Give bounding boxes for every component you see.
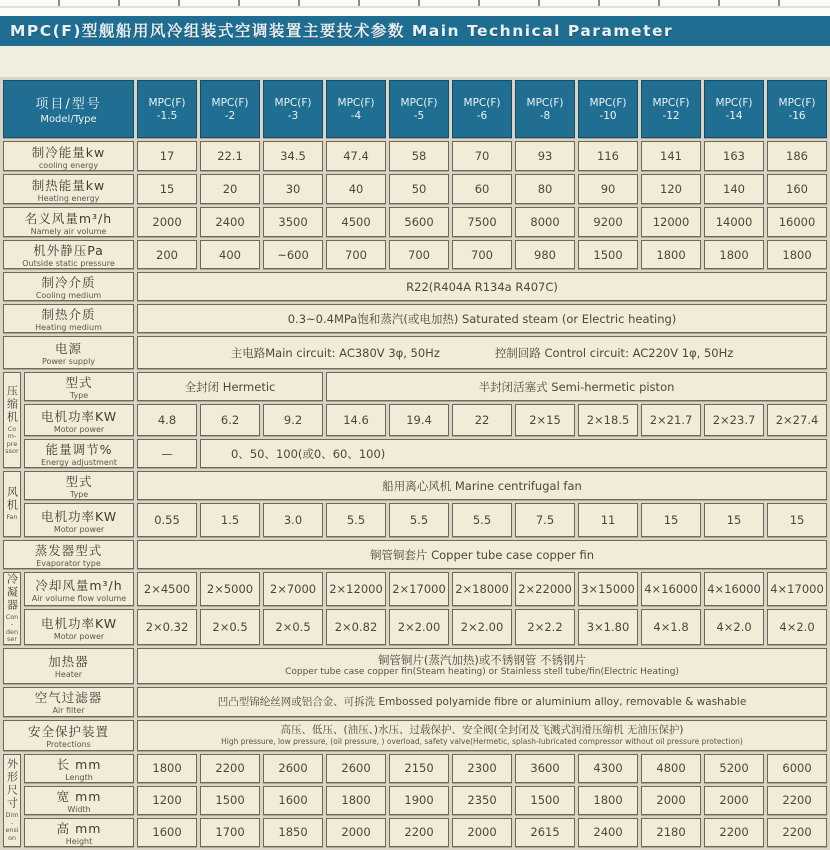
value-cell: 1600 bbox=[137, 818, 197, 847]
value-cell: 3600 bbox=[515, 754, 575, 783]
value-cell: 2200 bbox=[767, 818, 827, 847]
row-cooling-medium bbox=[3, 272, 827, 301]
value-cell: 34.5 bbox=[263, 141, 323, 171]
value-cell: 22 bbox=[452, 404, 512, 436]
value-cell: 1500 bbox=[515, 786, 575, 815]
value-cell: 1800 bbox=[326, 786, 386, 815]
row-energy-adjustment bbox=[3, 439, 827, 468]
value-cell: 93 bbox=[515, 141, 575, 171]
value-cell: 2000 bbox=[137, 207, 197, 237]
value-cell: 0.55 bbox=[137, 503, 197, 537]
value-cell: 1800 bbox=[641, 240, 701, 269]
row-protections bbox=[3, 720, 827, 751]
value-cell: 4300 bbox=[578, 754, 638, 783]
model-header: MPC(F) -14 bbox=[704, 80, 764, 138]
value-cell: 0.3~0.4MPa饱和蒸汽(或电加热) Saturated steam (or Electric heating) bbox=[137, 304, 827, 333]
model-header: MPC(F) -2 bbox=[200, 80, 260, 138]
value-cell: 2×0.5 bbox=[263, 609, 323, 645]
model-header: MPC(F) -10 bbox=[578, 80, 638, 138]
value-cell: 3.0 bbox=[263, 503, 323, 537]
value-cell: 4×16000 bbox=[704, 572, 764, 606]
row-label: 宽 mm Width bbox=[24, 786, 134, 815]
row-label: 型式 Type bbox=[24, 372, 134, 401]
value-cell: 2400 bbox=[578, 818, 638, 847]
value-cell: 15 bbox=[137, 174, 197, 204]
value-cell: 5200 bbox=[704, 754, 764, 783]
value-cell: 120 bbox=[641, 174, 701, 204]
value-cell: 700 bbox=[389, 240, 449, 269]
model-header: MPC(F) -16 bbox=[767, 80, 827, 138]
value-cell: 2×2.2 bbox=[515, 609, 575, 645]
cropped-table-remnant bbox=[0, 0, 830, 8]
corner-zh: 项目/型号 bbox=[35, 97, 102, 112]
value-cell: 20 bbox=[200, 174, 260, 204]
value-cell: 4×1.8 bbox=[641, 609, 701, 645]
row-label: 空气过滤器 Air filter bbox=[3, 687, 134, 717]
value-cell: 5600 bbox=[389, 207, 449, 237]
value-cell: 2200 bbox=[200, 754, 260, 783]
value-cell: 1600 bbox=[263, 786, 323, 815]
model-header: MPC(F) -4 bbox=[326, 80, 386, 138]
value-cell: 1800 bbox=[578, 786, 638, 815]
value-cell: 9200 bbox=[578, 207, 638, 237]
value-cell: 2000 bbox=[641, 786, 701, 815]
row-condenser-motor bbox=[3, 609, 827, 645]
value-cell: 3×15000 bbox=[578, 572, 638, 606]
value-cell: 半封闭活塞式 Semi-hermetic piston bbox=[326, 372, 827, 401]
value-cell: 9.2 bbox=[263, 404, 323, 436]
row-label: 冷却风量m³/h Air volume flow volume bbox=[24, 572, 134, 606]
value-cell: 2×0.32 bbox=[137, 609, 197, 645]
value-cell: 15 bbox=[767, 503, 827, 537]
row-label: 名义风量m³/h Namely air volume bbox=[3, 207, 134, 237]
row-label: 高 mm Height bbox=[24, 818, 134, 847]
value-cell: 4×17000 bbox=[767, 572, 827, 606]
value-cell: 22.1 bbox=[200, 141, 260, 171]
value-cell: 1800 bbox=[704, 240, 764, 269]
value-cell: 2×5000 bbox=[200, 572, 260, 606]
value-cell: 7500 bbox=[452, 207, 512, 237]
value-cell: 160 bbox=[767, 174, 827, 204]
row-power-supply bbox=[3, 336, 827, 369]
value-cell: 15 bbox=[704, 503, 764, 537]
value-cell: 3×1.80 bbox=[578, 609, 638, 645]
value-cell: ~600 bbox=[263, 240, 323, 269]
value-cell: 4.8 bbox=[137, 404, 197, 436]
value-cell: 2200 bbox=[767, 786, 827, 815]
model-header: MPC(F) -12 bbox=[641, 80, 701, 138]
model-header: MPC(F) -8 bbox=[515, 80, 575, 138]
group-dimension: 外形尺寸 Dim-ension bbox=[3, 754, 21, 847]
header-row bbox=[3, 80, 827, 138]
row-fan-motor bbox=[3, 503, 827, 537]
value-cell: 58 bbox=[389, 141, 449, 171]
row-label: 电机功率KW Motor power bbox=[24, 609, 134, 645]
value-cell: 4×2.0 bbox=[767, 609, 827, 645]
value-cell: 2×15 bbox=[515, 404, 575, 436]
row-label: 电机功率KW Motor power bbox=[24, 503, 134, 537]
value-cell: 2600 bbox=[263, 754, 323, 783]
value-cell: 90 bbox=[578, 174, 638, 204]
value-cell: 2600 bbox=[326, 754, 386, 783]
value-cell: 2×2.00 bbox=[452, 609, 512, 645]
value-cell: 高压、低压、(油压、)水压、过载保护、安全阀(全封闭及飞溅式润滑压缩机 无油压保护) High pressure, low pressure, (oil pressure, ) overload, safety valve(Hermetic, splash-lubricated compressor without oil pressure protection) bbox=[137, 720, 827, 751]
value-cell: 4500 bbox=[326, 207, 386, 237]
model-header: MPC(F) -1.5 bbox=[137, 80, 197, 138]
value-cell: 2180 bbox=[641, 818, 701, 847]
value-cell: 5.5 bbox=[389, 503, 449, 537]
row-label: 电机功率KW Motor power bbox=[24, 404, 134, 436]
row-label: 蒸发器型式 Evaporator type bbox=[3, 540, 134, 569]
value-cell: 1900 bbox=[389, 786, 449, 815]
value-cell: 4800 bbox=[641, 754, 701, 783]
value-cell: 47.4 bbox=[326, 141, 386, 171]
row-label: 制热介质 Heating medium bbox=[3, 304, 134, 333]
row-label: 型式 Type bbox=[24, 471, 134, 500]
row-length bbox=[3, 754, 827, 783]
value-cell: 70 bbox=[452, 141, 512, 171]
value-cell: R22(R404A R134a R407C) bbox=[137, 272, 827, 301]
value-cell: 铜管铜片(蒸汽加热)或不锈钢管 不锈钢片 Copper tube case copper fin(Steam heating) or Stainless stell tube/fin(Electric Heating) bbox=[137, 648, 827, 684]
value-cell: 2150 bbox=[389, 754, 449, 783]
value-cell: 2×7000 bbox=[263, 572, 323, 606]
value-cell: 141 bbox=[641, 141, 701, 171]
row-cooling-energy bbox=[3, 141, 827, 171]
row-label: 加热器 Heater bbox=[3, 648, 134, 684]
page-title: MPC(F)型舰船用风冷组装式空调装置主要技术参数 Main Technical Parameter bbox=[0, 16, 830, 46]
value-cell: 700 bbox=[326, 240, 386, 269]
value-cell: 30 bbox=[263, 174, 323, 204]
value-cell: 2400 bbox=[200, 207, 260, 237]
value-cell: 200 bbox=[137, 240, 197, 269]
value-cell: 400 bbox=[200, 240, 260, 269]
top-gap bbox=[0, 8, 830, 16]
value-cell: 2×23.7 bbox=[704, 404, 764, 436]
value-cell: 2×4500 bbox=[137, 572, 197, 606]
value-cell: 6000 bbox=[767, 754, 827, 783]
value-cell: 2300 bbox=[452, 754, 512, 783]
value-cell: 2000 bbox=[326, 818, 386, 847]
value-cell: 50 bbox=[389, 174, 449, 204]
value-cell: 2000 bbox=[452, 818, 512, 847]
corner-cell bbox=[3, 80, 134, 138]
value-cell: 163 bbox=[704, 141, 764, 171]
group-fan: 风机 Fan bbox=[3, 471, 21, 537]
value-cell: 2×0.82 bbox=[326, 609, 386, 645]
row-label: 制冷介质 Cooling medium bbox=[3, 272, 134, 301]
row-height bbox=[3, 818, 827, 847]
value-cell: 凹凸型锦纶丝网或铝合金、可拆洗 Embossed polyamide fibre or aluminium alloy, removable & washable bbox=[137, 687, 827, 717]
value-cell: 5.5 bbox=[326, 503, 386, 537]
row-label: 制热能量kw Heating energy bbox=[3, 174, 134, 204]
row-label: 安全保护装置 Protections bbox=[3, 720, 134, 751]
value-cell: 5.5 bbox=[452, 503, 512, 537]
value-cell: 1800 bbox=[767, 240, 827, 269]
value-cell: 6.2 bbox=[200, 404, 260, 436]
value-cell: 全封闭 Hermetic bbox=[137, 372, 323, 401]
value-cell: 11 bbox=[578, 503, 638, 537]
row-heating-energy bbox=[3, 174, 827, 204]
value-cell: 2×18000 bbox=[452, 572, 512, 606]
value-cell: 14000 bbox=[704, 207, 764, 237]
value-cell: 700 bbox=[452, 240, 512, 269]
row-label: 电源 Power supply bbox=[3, 336, 134, 369]
control-circuit: 控制回路 Control circuit: AC220V 1φ, 50Hz bbox=[494, 345, 734, 360]
value-cell: 2200 bbox=[704, 818, 764, 847]
row-evaporator bbox=[3, 540, 827, 569]
value-cell: 4×16000 bbox=[641, 572, 701, 606]
value-cell: 1.5 bbox=[200, 503, 260, 537]
value-cell: 2000 bbox=[704, 786, 764, 815]
row-air-volume bbox=[3, 207, 827, 237]
spec-table-wrap bbox=[0, 77, 830, 850]
value-cell: 2×27.4 bbox=[767, 404, 827, 436]
main-circuit: 主电路Main circuit: AC380V 3φ, 50Hz bbox=[230, 345, 440, 360]
row-heating-medium bbox=[3, 304, 827, 333]
value-cell: 2×12000 bbox=[326, 572, 386, 606]
row-air-filter bbox=[3, 687, 827, 717]
value-cell: 2×2.00 bbox=[389, 609, 449, 645]
value-cell: 12000 bbox=[641, 207, 701, 237]
group-condenser: 冷凝器 Con-denser bbox=[3, 572, 21, 645]
row-width bbox=[3, 786, 827, 815]
row-static-pressure bbox=[3, 240, 827, 269]
group-compressor: 压缩机 Com-pressor bbox=[3, 372, 21, 468]
value-cell: 186 bbox=[767, 141, 827, 171]
row-compressor-motor bbox=[3, 404, 827, 436]
value-cell: 17 bbox=[137, 141, 197, 171]
value-cell: 15 bbox=[641, 503, 701, 537]
row-compressor-type bbox=[3, 372, 827, 401]
value-cell: 1500 bbox=[200, 786, 260, 815]
value-cell: 1200 bbox=[137, 786, 197, 815]
value-cell: 1850 bbox=[263, 818, 323, 847]
value-cell: 2×22000 bbox=[515, 572, 575, 606]
value-cell: 2×18.5 bbox=[578, 404, 638, 436]
row-heater bbox=[3, 648, 827, 684]
value-cell: 80 bbox=[515, 174, 575, 204]
value-cell: 60 bbox=[452, 174, 512, 204]
value-cell: 2×21.7 bbox=[641, 404, 701, 436]
value-cell: 0、50、100(或0、60、100) bbox=[200, 439, 827, 468]
value-cell: 19.4 bbox=[389, 404, 449, 436]
value-cell: 116 bbox=[578, 141, 638, 171]
value-cell: — bbox=[137, 439, 197, 468]
row-label: 长 mm Length bbox=[24, 754, 134, 783]
value-cell: 2×17000 bbox=[389, 572, 449, 606]
value-cell: 铜管铜套片 Copper tube case copper fin bbox=[137, 540, 827, 569]
value-cell: 1700 bbox=[200, 818, 260, 847]
value-cell: 船用离心风机 Marine centrifugal fan bbox=[137, 471, 827, 500]
value-cell: 4×2.0 bbox=[704, 609, 764, 645]
spec-table bbox=[0, 77, 830, 850]
value-cell: 2×0.5 bbox=[200, 609, 260, 645]
value-cell: 140 bbox=[704, 174, 764, 204]
model-header: MPC(F) -3 bbox=[263, 80, 323, 138]
value-cell: 40 bbox=[326, 174, 386, 204]
row-fan-type bbox=[3, 471, 827, 500]
value-cell: 3500 bbox=[263, 207, 323, 237]
value-cell: 980 bbox=[515, 240, 575, 269]
value-cell: 16000 bbox=[767, 207, 827, 237]
row-label: 制冷能量kw cooling energy bbox=[3, 141, 134, 171]
model-header: MPC(F) -5 bbox=[389, 80, 449, 138]
value-cell: 8000 bbox=[515, 207, 575, 237]
value-cell: 2615 bbox=[515, 818, 575, 847]
value-cell: 2350 bbox=[452, 786, 512, 815]
value-cell: 14.6 bbox=[326, 404, 386, 436]
value-cell: 7.5 bbox=[515, 503, 575, 537]
row-label: 能量调节% Energy adjustment bbox=[24, 439, 134, 468]
value-cell: 1800 bbox=[137, 754, 197, 783]
row-label: 机外静压Pa Outside static pressure bbox=[3, 240, 134, 269]
model-header: MPC(F) -6 bbox=[452, 80, 512, 138]
row-condenser-air-volume bbox=[3, 572, 827, 606]
value-cell bbox=[137, 336, 827, 369]
corner-en: Model/Type bbox=[40, 114, 97, 125]
value-cell: 2200 bbox=[389, 818, 449, 847]
value-cell: 1500 bbox=[578, 240, 638, 269]
